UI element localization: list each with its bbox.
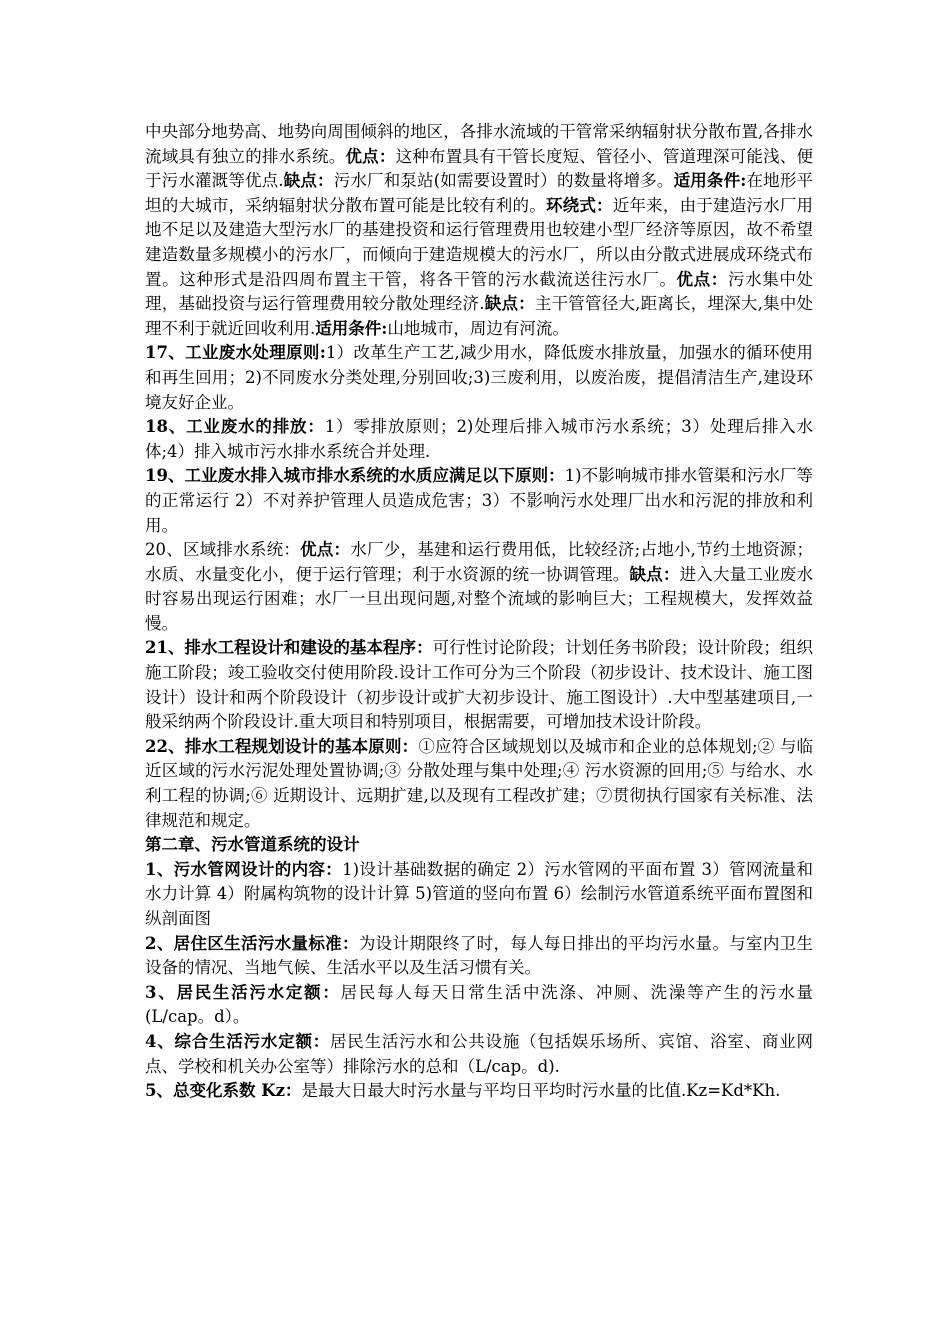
bold-label: 优点： [345,146,396,166]
text-run: 进入大量工业废水时容易出现运行困难；水厂一旦出现问题,对整个流域的影响巨大；工程规模大，发挥效益慢。 [145,564,814,633]
bold-label: 适用条件: [673,171,747,191]
section-heading: 2、居住区生活污水量标准： [145,933,359,953]
paragraph-ch2-5 [145,1079,813,1104]
bold-label: 缺点： [484,294,535,314]
paragraph-ch2-2 [145,932,813,981]
text-run: 这种布置具有干管长度短、管径小、管道理深可能浅、便于污水灌溉等优点. [145,146,814,191]
section-heading: 19、工业废水排入城市排水系统的水质应满足以下原则： [145,466,565,486]
text-run: 主干管管径大,距离长，埋深大,集中处理不利于就近回收利用. [145,294,813,338]
text-run: 是最大日最大时污水量与平均日平均时污水量的比值.Kz=Kd*Kh. [301,1081,781,1101]
section-heading: 17、工业废水处理原则: [145,343,326,363]
paragraph-17 [145,341,813,415]
section-heading: 21、排水工程设计和建设的基本程序： [145,638,433,658]
section-heading: 5、总变化系数 Kz： [145,1081,302,1101]
bold-label: 优点： [300,540,351,560]
text-run: 为设计期限终了时，每人每日排出的平均污水量。与室内卫生设备的情况、当地气候、生活水平以及生活习惯有关。 [145,933,814,978]
text-run: 1）零排放原则；2)处理后排入城市污水系统；3）处理后排入水体;4）排入城市污水排水系统合并处理. [145,417,813,461]
chapter-heading [145,833,813,858]
bold-label: 缺点： [283,171,334,191]
chapter-title: 第二章、污水管道系统的设计 [145,835,360,855]
document-body [145,120,813,1104]
paragraph-ch2-4 [145,1030,813,1079]
paragraph-22 [145,735,813,833]
text-run: 中央部分地势高、地势向周围倾斜的地区，各排水流域的干管常采纳辐射状分散布置,各排水流域具有独立的排水系统。 [145,122,813,166]
paragraph-layout-types [145,120,813,341]
text-run: 1）改革生产工艺,减少用水，降低废水排放量，加强水的循环使用和再生回用；2)不同废水分类处理,分别回收;3)三废利用，以废治废，提倡清洁生产,建设环境友好企业。 [145,343,813,412]
paragraph-18 [145,415,813,464]
text-run: 可行性讨论阶段；计划任务书阶段；设计阶段；组织施工阶段；竣工验收交付使用阶段.设计工作可分为三个阶段（初步设计、技术设计、施工图设计）设计和两个阶段设计（初步设计或扩大初步设计、施工图设计）.大中型基建项目,一般采纳两个阶段设计.重大项目和特别项目，根据需要，可增加技术设计阶段。 [145,638,814,732]
paragraph-21 [145,636,813,734]
text-run: 水厂少，基建和运行费用低，比较经济;占地小,节约土地资源；水质、水量变化小，便于运行管理；利于水资源的统一协调管理。 [145,540,814,584]
paragraph-ch2-1 [145,858,813,932]
section-heading: 20、区域排水系统： [145,540,301,560]
section-heading: 3、居民生活污水定额： [145,982,341,1002]
text-run: 污水集中处理，基础投资与运行管理费用较分散处理经济. [145,269,814,314]
text-run: 在地形平坦的大城市，采纳辐射状分散布置可能是比较有利的。 [145,171,814,215]
text-run: 山地城市，周边有河流。 [387,318,569,338]
bold-label: 适用条件: [315,318,388,338]
text-run: ①应符合区域规划以及城市和企业的总体规划;② 与临近区域的污水污泥处理处置协调;③ 分散处理与集中处理;④ 污水资源的回用;⑤ 与给水、水利工程的协调;⑥ 近期设计、远期扩建,以及现有工程改扩建；⑦贯彻执行国家有关标准、法律规范和规定。 [145,736,813,830]
paragraph-19 [145,464,813,538]
section-heading: 1、污水管网设计的内容： [145,859,343,879]
text-run: 1)不影响城市排水管渠和污水厂等的正常运行 2）不对养护管理人员造成危害；3）不影响污水处理厂出水和污泥的排放和利用。 [145,466,813,535]
section-heading: 22、排水工程规划设计的基本原则： [145,736,419,756]
paragraph-20 [145,538,813,636]
text-run: 污水厂和泵站(如需要设置时）的数量将增多。 [333,171,674,191]
paragraph-ch2-3 [145,981,813,1030]
text-run: 居民每人每天日常生活中洗涤、冲厕、洗澡等产生的污水量(L/cap。d）。 [145,982,814,1027]
section-heading: 18、工业废水的排放： [145,417,325,437]
bold-label: 优点： [676,269,728,289]
text-run: 近年来，由于建造污水厂用地不足以及建造大型污水厂的基建投资和运行管理费用也较建小型厂经济等原因，故不希望建造数量多规模小的污水厂，而倾向于建造规模大的污水厂，所以由分散式进展成环绕式布置。这种形式是沿四周布置主干管，将各干管的污水截流送往污水厂。 [145,195,814,289]
section-heading: 4、综合生活污水定额： [145,1031,331,1051]
text-run: 居民生活污水和公共设施（包括娱乐场所、宾馆、浴室、商业网点、学校和机关办公室等）排除污水的总和（L/cap。d). [145,1031,814,1076]
bold-label: 缺点： [629,564,680,584]
text-run: 1)设计基础数据的确定 2）污水管网的平面布置 3）管网流量和水力计算 4）附属构筑物的设计计算 5)管道的竖向布置 6）绘制污水管道系统平面布置图和纵剖面图 [145,859,813,928]
bold-label: 环绕式： [545,195,613,215]
